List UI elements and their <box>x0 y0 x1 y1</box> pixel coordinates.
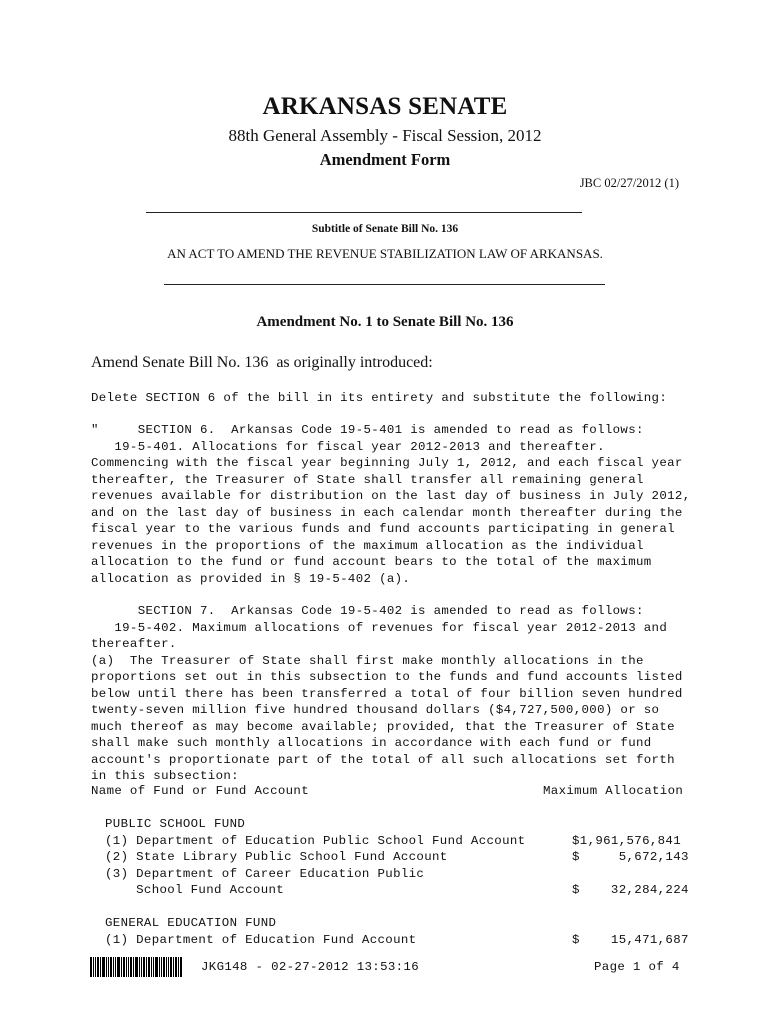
column-header-name: Name of Fund or Fund Account <box>91 784 309 798</box>
document-title: ARKANSAS SENATE <box>262 93 508 120</box>
fund-row-amount: $ 5,672,143 <box>572 850 689 864</box>
jbc-reference: JBC 02/27/2012 (1) <box>579 176 679 190</box>
column-header-amount: Maximum Allocation <box>543 784 684 798</box>
section-7-line: SECTION 7. Arkansas Code 19-5-402 is amended to read as follows: <box>91 604 644 618</box>
section-6-line: " SECTION 6. Arkansas Code 19-5-401 is amended to read as follows: <box>91 423 644 437</box>
section-7-line: (a) The Treasurer of State shall first make monthly allocations in the <box>91 653 644 668</box>
section-7-line: much thereof as may become available; provided, that the Treasurer of State <box>91 719 675 734</box>
amendment-heading: Amendment No. 1 to Senate Bill No. 136 <box>256 314 514 330</box>
section-6-line: and on the last day of business in each calendar month thereafter during the <box>91 505 683 520</box>
section-7-line: in this subsection: <box>91 769 239 783</box>
fund-row-amount: $1,961,576,841 <box>572 833 681 848</box>
section-6-line: revenues available for distribution on the last day of business in July 2012, <box>91 489 691 503</box>
section-7-line: twenty-seven million five hundred thousand dollars ($4,727,500,000) or so <box>91 703 660 717</box>
fund-row-name: (2) State Library Public School Fund Account <box>105 850 448 864</box>
document-id: JKG148 - 02-27-2012 13:53:16 <box>201 960 419 974</box>
divider-bottom <box>164 284 605 285</box>
section-7-line: shall make such monthly allocations in accordance with each fund or fund <box>91 736 652 750</box>
form-name: Amendment Form <box>319 150 451 169</box>
section-6-line: thereafter, the Treasurer of State shall transfer all remaining general <box>91 472 644 487</box>
fund-row-name: (1) Department of Education Fund Account <box>105 932 417 947</box>
fund-row-name: School Fund Account <box>105 883 285 897</box>
section-7-line: below until there has been transferred a total of four billion seven hundred <box>91 686 683 701</box>
section-6-line: allocation to the fund or fund account bears to the total of the maximum <box>91 555 652 569</box>
section-7-line: thereafter. <box>91 637 177 651</box>
barcode-icon <box>90 957 182 977</box>
fund-row-name: (1) Department of Education Public School Fund Account <box>105 833 526 848</box>
act-title: AN ACT TO AMEND THE REVENUE STABILIZATION LAW OF ARKANSAS. <box>167 246 603 261</box>
divider-top <box>146 212 582 213</box>
amendment-intro: Amend Senate Bill No. 136 as originally introduced: <box>91 354 433 371</box>
section-6-line: allocation as provided in § 19-5-402 (a). <box>91 571 411 586</box>
page-number: Page 1 of 4 <box>594 960 680 974</box>
session-line: 88th General Assembly - Fiscal Session, 2012 <box>228 126 542 145</box>
section-6-line: 19-5-401. Allocations for fiscal year 2012-2013 and thereafter. <box>91 439 605 454</box>
section-6-line: fiscal year to the various funds and fund accounts participating in general <box>91 522 675 536</box>
bill-subtitle-label: Subtitle of Senate Bill No. 136 <box>311 223 459 235</box>
amendment-instruction: Delete SECTION 6 of the bill in its entirety and substitute the following: <box>91 391 668 405</box>
fund-row-name: (3) Department of Career Education Public <box>105 866 425 881</box>
fund-row-amount: $ 15,471,687 <box>572 932 689 947</box>
section-7-line: proportions set out in this subsection to the funds and fund accounts listed <box>91 670 683 684</box>
section-6-line: revenues in the proportions of the maximum allocation as the individual <box>91 538 644 553</box>
fund-group-title: GENERAL EDUCATION FUND <box>105 916 277 930</box>
section-7-line: 19-5-402. Maximum allocations of revenues for fiscal year 2012-2013 and <box>91 620 668 635</box>
section-6-line: Commencing with the fiscal year beginning July 1, 2012, and each fiscal year <box>91 456 683 470</box>
fund-row-amount: $ 32,284,224 <box>572 883 689 897</box>
fund-group-title: PUBLIC SCHOOL FUND <box>105 817 246 831</box>
section-7-line: account's proportionate part of the total of all such allocations set forth <box>91 752 675 767</box>
